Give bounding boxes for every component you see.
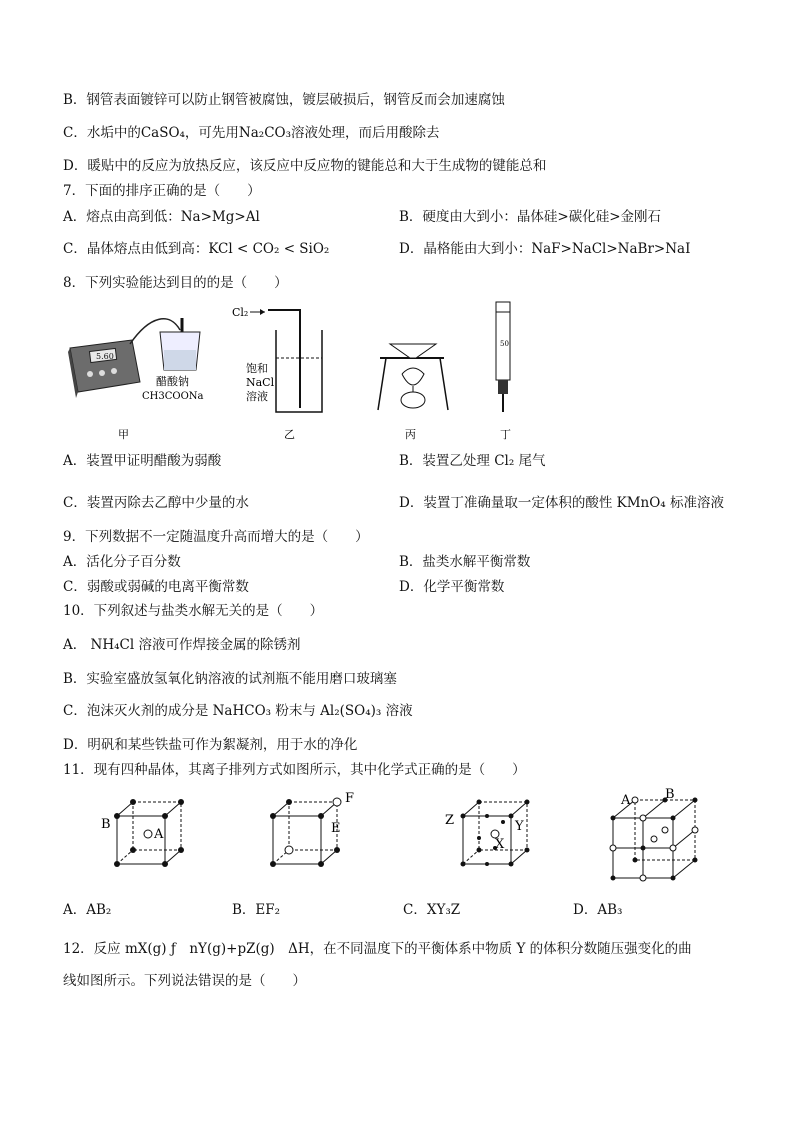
ph-meter-icon <box>68 318 204 402</box>
filtration-stand-icon <box>378 344 448 410</box>
q7-option-b: B．硬度由大到小：晶体硅>碳化硅>金刚石 <box>399 209 662 225</box>
q9-option-c: C．弱酸或弱碱的电离平衡常数 <box>63 579 249 595</box>
q10-option-b: B．实验室盛放氢氧化钠溶液的试剂瓶不能用磨口玻璃塞 <box>63 671 397 687</box>
c4-label-a: A <box>621 793 631 808</box>
q9-option-a: A．活化分子百分数 <box>63 554 181 570</box>
caption-jia: 甲 <box>118 428 129 441</box>
yi-sol3: 溶液 <box>246 390 268 403</box>
question-9: 9．下列数据不一定随温度升高而增大的是（ ） <box>63 529 369 545</box>
c3-label-x: X <box>495 837 505 852</box>
apparatus-figure <box>60 300 540 445</box>
c3-label-z: Z <box>445 813 455 828</box>
crystal-figures <box>95 788 715 888</box>
q11-option-a: A．AB₂ <box>63 902 112 918</box>
line-c6: C．水垢中的CaSO₄，可先用Na₂CO₃溶液处理，而后用酸除去 <box>63 125 440 141</box>
question-7: 7．下面的排序正确的是（ ） <box>63 183 261 199</box>
q10-option-a: A． NH₄Cl 溶液可作焊接金属的除锈剂 <box>63 637 301 653</box>
caption-bing: 丙 <box>405 428 416 441</box>
gas-absorption-icon <box>232 306 322 412</box>
caption-ding: 丁 <box>500 428 511 441</box>
q8-option-b: B．装置乙处理 Cl₂ 尾气 <box>399 453 546 469</box>
yi-sol1: 饱和 <box>246 362 268 375</box>
yi-sol2: NaCl <box>246 376 275 389</box>
q9-option-b: B．盐类水解平衡常数 <box>399 554 531 570</box>
q10-option-c: C．泡沫灭火剂的成分是 NaHCO₃ 粉末与 Al₂(SO₄)₃ 溶液 <box>63 703 413 719</box>
burette-mark: 50 <box>500 340 509 348</box>
c2-label-e: E <box>331 821 341 836</box>
q7-option-a: A．熔点由高到低：Na>Mg>Al <box>63 209 260 225</box>
c1-label-a: A <box>154 827 164 842</box>
q11-option-b: B．EF₂ <box>232 902 281 918</box>
question-8: 8．下列实验能达到目的的是（ ） <box>63 275 288 291</box>
question-10: 10．下列叙述与盐类水解无关的是（ ） <box>63 603 324 619</box>
q7-option-c: C．晶体熔点由低到高：KCl < CO₂ < SiO₂ <box>63 241 330 257</box>
c4-label-b: B <box>665 788 675 802</box>
line-b6: B．钢管表面镀锌可以防止钢管被腐蚀，镀层破损后，钢管反而会加速腐蚀 <box>63 92 505 108</box>
jia-formula: CH3COONa <box>142 391 204 402</box>
burette-icon <box>496 302 510 412</box>
line-d6: D．暖贴中的反应为放热反应，该反应中反应物的键能总和大于生成物的键能总和 <box>63 158 547 174</box>
c2-label-f: F <box>345 791 355 806</box>
question-12-cont: 线如图所示。下列说法错误的是（ ） <box>63 973 306 989</box>
crystal-cube-1 <box>114 799 184 867</box>
q11-option-d: D．AB₃ <box>573 902 623 918</box>
question-12: 12．反应 mX(g) ƒ nY(g)+pZ(g) ΔH，在不同温度下的平衡体系中物质 Y 的体积分数随压强变化的曲 <box>63 941 692 957</box>
q8-option-c: C．装置丙除去乙醇中少量的水 <box>63 495 249 511</box>
q7-option-d: D．晶格能由大到小：NaF>NaCl>NaBr>NaI <box>399 241 691 257</box>
caption-yi: 乙 <box>284 428 295 441</box>
q11-option-c: C．XY₃Z <box>403 902 461 918</box>
question-11: 11．现有四种晶体，其离子排列方式如图所示，其中化学式正确的是（ ） <box>63 762 526 778</box>
q10-option-d: D．明矾和某些铁盐可作为絮凝剂，用于水的净化 <box>63 737 358 753</box>
c1-label-b: B <box>101 817 111 832</box>
jia-solution: 醋酸钠 <box>156 375 189 388</box>
q8-option-a: A．装置甲证明醋酸为弱酸 <box>63 453 222 469</box>
q8-option-d: D．装置丁准确量取一定体积的酸性 KMnO₄ 标准溶液 <box>399 495 724 511</box>
c3-label-y: Y <box>515 819 524 834</box>
yi-gas: Cl₂ <box>232 306 249 319</box>
meter-display: 5.60 <box>96 352 114 361</box>
crystal-cube-4 <box>610 797 698 881</box>
q9-option-d: D．化学平衡常数 <box>399 579 505 595</box>
